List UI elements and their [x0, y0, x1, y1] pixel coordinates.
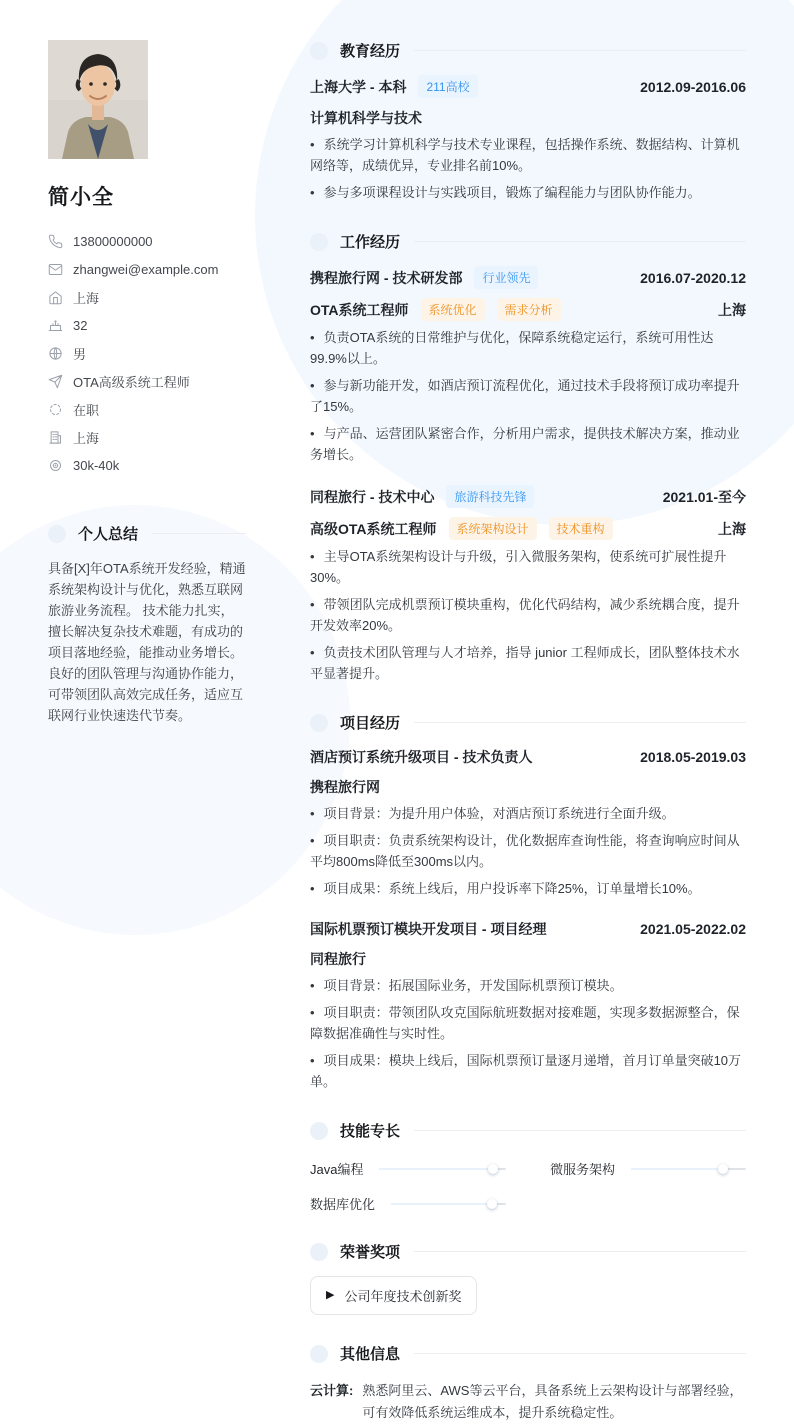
- skill-item: [310, 1159, 506, 1178]
- skill-tag: 系统优化: [421, 298, 485, 321]
- project-org: 同程旅行: [310, 951, 366, 967]
- summary-text: 具备[X]年OTA系统开发经验，精通系统架构设计与优化，熟悉互联网旅游业务流程。 技术能力扎实，擅长解决复杂技术难题，有成功的项目落地经验，能推动业务增长。 良好的团队管理与沟通协作能力，可带领团队高效完成任务，适应互联网行业快速迭代节奏。: [48, 561, 246, 723]
- section-divider: [152, 533, 246, 534]
- skill-name: 数据库优化: [310, 1197, 376, 1212]
- section-dot-icon: [310, 714, 328, 732]
- skills-grid: [310, 1159, 746, 1213]
- work-location: 上海: [718, 520, 746, 537]
- contact-job-title: [48, 367, 246, 395]
- skills-section-header: [310, 1120, 746, 1141]
- education-date: 2012.09-2016.06: [640, 78, 746, 95]
- section-dot-icon: [310, 1122, 328, 1140]
- skill-slider-knob[interactable]: [488, 1164, 498, 1174]
- project-entry: [310, 919, 746, 1092]
- work-bullets: [310, 327, 746, 465]
- work-date: 2016.07-2020.12: [640, 269, 746, 286]
- globe-icon: [48, 346, 63, 361]
- project-entry-header: [310, 747, 746, 767]
- skill-slider-knob[interactable]: [718, 1164, 728, 1174]
- target-icon: [48, 458, 63, 473]
- other-title: 其他信息: [340, 1346, 401, 1363]
- project-bullets: [310, 803, 746, 899]
- other-section-header: [310, 1343, 746, 1364]
- company-name: 携程旅行网 - 技术研发部: [310, 269, 463, 286]
- skill-slider[interactable]: [379, 1168, 506, 1170]
- section-dot-icon: [310, 1345, 328, 1363]
- bullet-dot: •: [310, 645, 315, 660]
- section-divider: [414, 50, 746, 51]
- projects-section-header: [310, 712, 746, 733]
- section-dot-icon: [310, 233, 328, 251]
- bullet-dot: •: [310, 978, 315, 993]
- project-org: 携程旅行网: [310, 779, 380, 795]
- section-divider: [414, 722, 746, 723]
- bullet-item: • 项目背景：拓展国际业务，开发国际机票预订模块。: [310, 978, 623, 993]
- profile-photo: [48, 40, 148, 159]
- work-entry: [310, 485, 746, 684]
- contact-phone-value: 13800000000: [73, 233, 153, 249]
- contact-gender: [48, 339, 246, 367]
- bullet-dot: •: [310, 330, 315, 345]
- work-entry-header: [310, 485, 746, 508]
- play-icon: ▶: [326, 1289, 335, 1301]
- education-section: [310, 40, 746, 203]
- cake-icon: [48, 318, 63, 333]
- bullet-dot: •: [310, 1053, 315, 1068]
- phone-icon: [48, 234, 63, 249]
- section-divider: [414, 1251, 746, 1252]
- work-entry-header: [310, 266, 746, 289]
- building-icon: [48, 430, 63, 445]
- work-entry: [310, 266, 746, 465]
- school-badge: 211高校: [418, 75, 477, 98]
- education-bullets: [310, 134, 746, 203]
- summary-section-header: [48, 523, 246, 544]
- bullet-item: • 项目成果：模块上线后，国际机票预订量逐月递增，首月订单量突破10万单。: [310, 1053, 742, 1089]
- education-entry-header: [310, 75, 746, 98]
- other-section: [310, 1343, 746, 1424]
- role-name: OTA系统工程师: [310, 301, 409, 318]
- other-info-text: 熟悉阿里云、AWS等云平台，具备系统上云架构设计与部署经验，可有效降低系统运维成本，提升系统稳定性。: [362, 1383, 743, 1420]
- skill-tag: 需求分析: [497, 298, 561, 321]
- contact-phone: [48, 227, 246, 255]
- skill-slider-knob[interactable]: [487, 1199, 497, 1209]
- skill-slider[interactable]: [631, 1168, 746, 1170]
- contact-work-city-value: 上海: [73, 430, 100, 446]
- education-title: 教育经历: [340, 43, 401, 60]
- skill-slider-fill: [391, 1203, 492, 1205]
- bullet-item: • 系统学习计算机科学与技术专业课程，包括操作系统、数据结构、计算机网络等，成绩优异，专业排名前10%。: [310, 137, 740, 173]
- skill-item: [310, 1194, 506, 1213]
- bullet-item: • 项目职责：带领团队攻克国际航班数据对接难题，实现多数据源整合，保障数据准确性与实时性。: [310, 1005, 740, 1041]
- skill-name: Java编程: [310, 1162, 364, 1177]
- sidebar: [48, 40, 246, 1280]
- work-bullets: [310, 546, 746, 684]
- bullet-dot: •: [310, 833, 315, 848]
- work-role-row: [310, 517, 746, 540]
- bullet-item: • 带领团队完成机票预订模块重构，优化代码结构，减少系统耦合度，提升开发效率20%。: [310, 597, 740, 633]
- bullet-dot: •: [310, 1005, 315, 1020]
- bullet-dot: •: [310, 378, 315, 393]
- honors-title: 荣誉奖项: [340, 1244, 401, 1261]
- contact-gender-value: 男: [73, 346, 87, 362]
- honors-section: [310, 1241, 746, 1315]
- bullet-item: • 负责技术团队管理与人才培养，指导 junior 工程师成长，团队整体技术水平显著提升。: [310, 645, 740, 681]
- other-info-row: [310, 1380, 746, 1424]
- skill-slider-fill: [379, 1168, 493, 1170]
- project-date: 2021.05-2022.02: [640, 921, 746, 937]
- work-title: 工作经历: [340, 234, 401, 251]
- contact-status-value: 在职: [73, 402, 100, 418]
- award-label: 公司年度技术创新奖: [344, 1289, 462, 1304]
- project-entry: [310, 747, 746, 899]
- company-name: 同程旅行 - 技术中心: [310, 488, 435, 505]
- mail-icon: [48, 262, 63, 277]
- contact-salary-value: 30k-40k: [73, 457, 120, 473]
- school-name: 上海大学 - 本科: [310, 78, 407, 95]
- project-entry-header: [310, 919, 746, 939]
- projects-title: 项目经历: [340, 715, 401, 732]
- section-dot-icon: [310, 1243, 328, 1261]
- skill-name: 微服务架构: [550, 1162, 616, 1177]
- award-button[interactable]: [310, 1276, 477, 1315]
- section-divider: [414, 1130, 746, 1131]
- main-content: [310, 40, 746, 1420]
- contact-email-value: zhangwei@example.com: [73, 261, 219, 277]
- bullet-item: • 负责OTA系统的日常维护与优化，保障系统稳定运行，系统可用性达99.9%以上。: [310, 330, 714, 366]
- skill-item: [550, 1159, 746, 1178]
- work-date: 2021.01-至今: [662, 488, 746, 505]
- bullet-dot: •: [310, 185, 315, 200]
- summary-title: 个人总结: [78, 526, 139, 543]
- contact-job-title-value: OTA高级系统工程师: [73, 374, 190, 390]
- education-section-header: [310, 40, 746, 61]
- contact-age-value: 32: [73, 317, 88, 333]
- skill-slider[interactable]: [391, 1203, 506, 1205]
- bullet-item: • 参与多项课程设计与实践项目，锻炼了编程能力与团队协作能力。: [310, 185, 701, 200]
- project-name: 酒店预订系统升级项目 - 技术负责人: [310, 749, 533, 765]
- contact-city-value: 上海: [73, 290, 100, 306]
- bullet-dot: •: [310, 806, 315, 821]
- contact-status: [48, 395, 246, 423]
- bullet-item: • 项目背景：为提升用户体验，对酒店预订系统进行全面升级。: [310, 806, 675, 821]
- skill-tag: 技术重构: [549, 517, 613, 540]
- skills-section: [310, 1120, 746, 1213]
- work-section: [310, 231, 746, 684]
- candidate-name: 简小全: [48, 186, 114, 209]
- skill-tag: 系统架构设计: [449, 517, 537, 540]
- contact-email: [48, 255, 246, 283]
- bullet-dot: •: [310, 137, 315, 152]
- work-role-row: [310, 298, 746, 321]
- status-icon: [48, 402, 63, 417]
- send-icon: [48, 374, 63, 389]
- project-date: 2018.05-2019.03: [640, 749, 746, 765]
- home-icon: [48, 290, 63, 305]
- bullet-item: • 主导OTA系统架构设计与升级，引入微服务架构，使系统可扩展性提升30%。: [310, 549, 727, 585]
- honors-section-header: [310, 1241, 746, 1262]
- major-name: 计算机科学与技术: [310, 110, 422, 126]
- projects-section: [310, 712, 746, 1092]
- section-divider: [414, 241, 746, 242]
- project-bullets: [310, 975, 746, 1092]
- work-section-header: [310, 231, 746, 252]
- section-dot-icon: [310, 42, 328, 60]
- contact-city: [48, 283, 246, 311]
- contact-salary: [48, 451, 246, 479]
- bullet-dot: •: [310, 426, 315, 441]
- bullet-item: • 与产品、运营团队紧密合作，分析用户需求，提供技术解决方案，推动业务增长。: [310, 426, 740, 462]
- skill-slider-fill: [631, 1168, 723, 1170]
- other-info-label: 云计算:: [310, 1383, 354, 1398]
- bullet-item: • 项目成果：系统上线后，用户投诉率下降25%，订单量增长10%。: [310, 881, 701, 896]
- bullet-dot: •: [310, 881, 315, 896]
- contact-list: [48, 227, 246, 479]
- bullet-item: • 项目职责：负责系统架构设计，优化数据库查询性能，将查询响应时间从平均800ms降低至300ms以内。: [310, 833, 740, 869]
- section-dot-icon: [48, 525, 66, 543]
- bullet-item: • 参与新功能开发，如酒店预订流程优化，通过技术手段将预订成功率提升了15%。: [310, 378, 740, 414]
- bullet-dot: •: [310, 549, 315, 564]
- section-divider: [414, 1353, 746, 1354]
- project-name: 国际机票预订模块开发项目 - 项目经理: [310, 921, 547, 937]
- bullet-dot: •: [310, 597, 315, 612]
- contact-work-city: [48, 423, 246, 451]
- company-badge: 旅游科技先锋: [446, 485, 534, 508]
- company-badge: 行业领先: [474, 266, 538, 289]
- role-name: 高级OTA系统工程师: [310, 520, 437, 537]
- work-location: 上海: [718, 301, 746, 318]
- contact-age: [48, 311, 246, 339]
- skills-title: 技能专长: [340, 1123, 401, 1140]
